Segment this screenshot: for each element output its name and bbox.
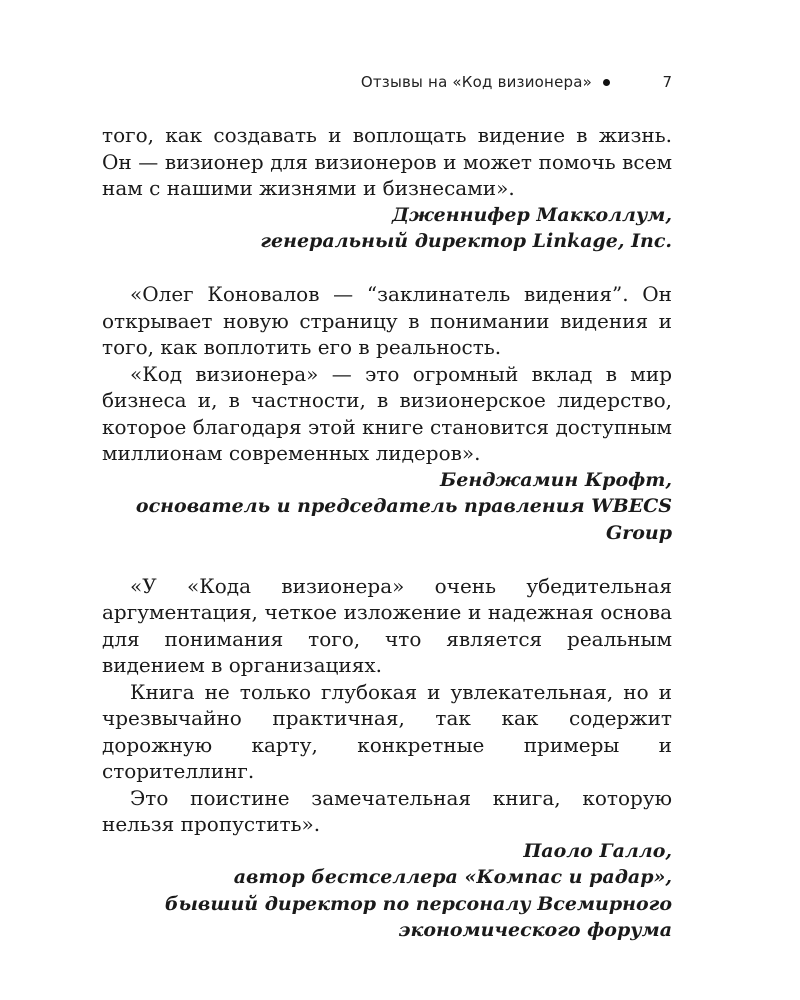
signature-title: бывший директор по персоналу Всемирного экономического форума (164, 892, 672, 941)
signature-name: Бенджамин Крофт, (440, 468, 672, 491)
signature-name: Паоло Галло, (523, 839, 672, 862)
review-benjamin (102, 281, 672, 546)
review-paragraph: Книга не только глубокая и увлекательная, но и чрезвычайно практичная, так как содержит дорожную карту, конкретные примеры и сторителлинг. (102, 679, 672, 783)
review-paragraph: «Олег Коновалов — “заклинатель видения”. Он открывает новую страницу в понимании видения и того, как воплотить его в реальность. (102, 282, 672, 359)
review-signature (102, 202, 672, 255)
spacer (102, 546, 672, 573)
spacer (102, 255, 672, 282)
book-page (102, 0, 672, 1000)
review-paragraph: Это поистине замечательная книга, которую нельзя пропустить». (102, 785, 672, 836)
review-jennifer (102, 122, 672, 255)
review-paolo (102, 573, 672, 944)
review-paragraph: «У «Кода визионера» очень убедительная аргументация, четкое изложение и надежная основа для понимания того, что является реальным видением в организациях. (102, 573, 672, 677)
signature-title: генеральный директор Linkage, Inc. (260, 230, 672, 252)
running-title: Отзывы на «Код визионера» (360, 73, 592, 91)
review-signature (102, 838, 672, 944)
review-paragraph: «Код визионера» — это огромный вклад в мир бизнеса и, в частности, в визионерское лидерство, которое благодаря этой книге становится доступным миллионам современных лидеров». (102, 361, 672, 465)
signature-title: автор бестселлера «Компас и радар», (233, 866, 672, 888)
page-number: 7 (662, 73, 672, 91)
review-paragraph: того, как создавать и воплощать видение в жизнь. Он — визионер для визионеров и может помочь всем нам с нашими жизнями и бизнесами». (102, 123, 672, 200)
signature-name: Дженнифер Макколлум, (391, 203, 672, 226)
review-signature (102, 467, 672, 547)
signature-title: основатель и председатель правления WBECS Group (135, 495, 672, 544)
running-head (102, 73, 672, 95)
page-body (102, 122, 672, 944)
bullet-icon (603, 79, 610, 86)
